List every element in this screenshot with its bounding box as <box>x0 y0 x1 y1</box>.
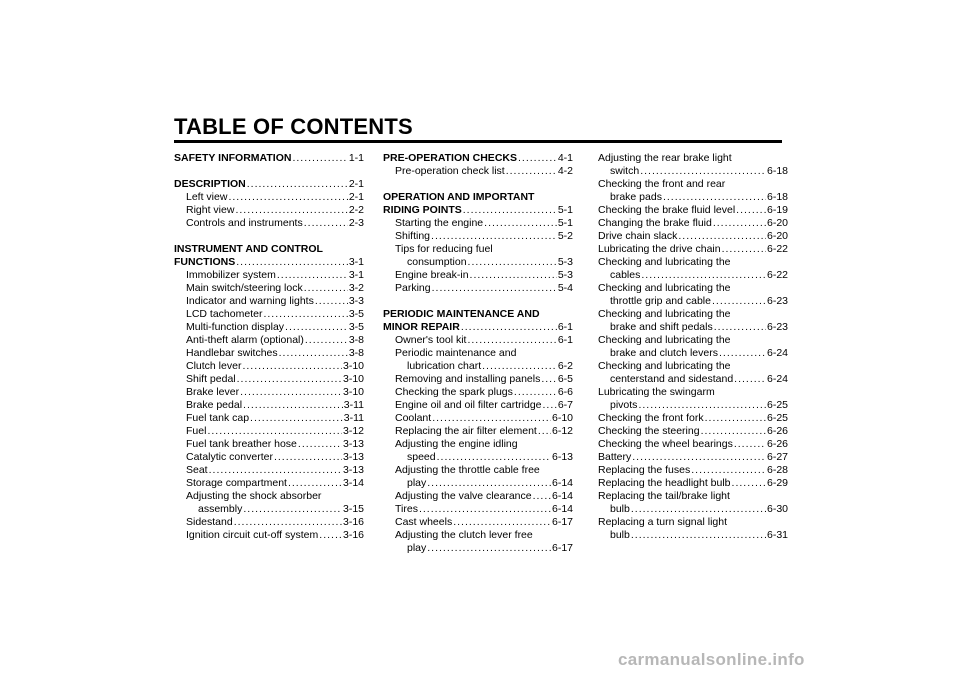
toc-entry-sidestand[interactable]: Sidestand ..... 3-16 <box>174 516 364 529</box>
toc-entry-stands-line: Checking and lubricating the <box>598 360 731 372</box>
toc-entry-indicator-lights[interactable]: Indicator and warning lights ..... 3-3 <box>174 295 364 308</box>
toc-entry-right-view[interactable]: Right view ..... 2-2 <box>174 204 364 217</box>
toc-entry-instrument-heading-line: INSTRUMENT AND CONTROL <box>174 243 323 255</box>
toc-entry-front-fork[interactable]: Checking the front fork ..... 6-25 <box>598 412 788 425</box>
toc-entry-throttle-grip[interactable]: throttle grip and cable ..... 6-23 <box>598 295 788 308</box>
toc-entry-riding-points[interactable]: RIDING POINTS ..... 5-1 <box>383 204 573 217</box>
toc-entry-catalytic-converter[interactable]: Catalytic converter ..... 3-13 <box>174 451 364 464</box>
toc-entry-swingarm-pivots[interactable]: pivots ..... 6-25 <box>598 399 788 412</box>
toc-entry-swingarm-line: Lubricating the swingarm <box>598 386 715 398</box>
toc-entry-tips-fuel-consumption[interactable]: consumption ..... 5-3 <box>383 256 573 269</box>
toc-entry-main-switch[interactable]: Main switch/steering lock ..... 3-2 <box>174 282 364 295</box>
toc-entry-rear-brake-switch[interactable]: switch ..... 6-18 <box>598 165 788 178</box>
toc-column-2 <box>383 152 573 555</box>
toc-entry-owners-tool-kit[interactable]: Owner's tool kit ..... 6-1 <box>383 334 573 347</box>
toc-entry-instrument-and-control-functions[interactable]: FUNCTIONS ..... 3-1 <box>174 256 364 269</box>
toc-entry-brake-pads-line: Checking the front and rear <box>598 178 726 190</box>
toc-entry-seat[interactable]: Seat ..... 3-13 <box>174 464 364 477</box>
toc-entry-shock-absorber[interactable]: assembly ..... 3-15 <box>174 503 364 516</box>
toc-entry-maintenance-chart-line: Periodic maintenance and <box>395 347 517 359</box>
title-rule <box>174 140 782 143</box>
toc-entry-handlebar-switches[interactable]: Handlebar switches ..... 3-8 <box>174 347 364 360</box>
toc-entry-cast-wheels[interactable]: Cast wheels ..... 6-17 <box>383 516 573 529</box>
toc-entry-change-brake-fluid[interactable]: Changing the brake fluid ..... 6-20 <box>598 217 788 230</box>
toc-entry-safety-information[interactable]: SAFETY INFORMATION ..... 1-1 <box>174 152 364 165</box>
toc-entry-rear-brake-line: Adjusting the rear brake light <box>598 152 732 164</box>
toc-column-1 <box>174 152 364 542</box>
toc-entry-air-filter[interactable]: Replacing the air filter element ..... 6-12 <box>383 425 573 438</box>
toc-entry-throttle-free-play[interactable]: play ..... 6-14 <box>383 477 573 490</box>
toc-entry-spark-plugs[interactable]: Checking the spark plugs ..... 6-6 <box>383 386 573 399</box>
toc-entry-lubrication-chart[interactable]: lubrication chart ..... 6-2 <box>383 360 573 373</box>
toc-entry-description[interactable]: DESCRIPTION ..... 2-1 <box>174 178 364 191</box>
toc-entry-tail-light-line: Replacing the tail/brake light <box>598 490 730 502</box>
toc-entry-valve-clearance[interactable]: Adjusting the valve clearance ..... 6-14 <box>383 490 573 503</box>
toc-entry-clutch-lever[interactable]: Clutch lever ..... 3-10 <box>174 360 364 373</box>
toc-entry-fuses[interactable]: Replacing the fuses ..... 6-28 <box>598 464 788 477</box>
toc-entry-pedals-line: Checking and lubricating the <box>598 308 731 320</box>
toc-entry-storage-compartment[interactable]: Storage compartment ..... 3-14 <box>174 477 364 490</box>
toc-entry-drive-chain-slack[interactable]: Drive chain slack ..... 6-20 <box>598 230 788 243</box>
toc-entry-clutch-free-play[interactable]: play ..... 6-17 <box>383 542 573 555</box>
toc-entry-minor-repair[interactable]: MINOR REPAIR ..... 6-1 <box>383 321 573 334</box>
toc-entry-left-view[interactable]: Left view ..... 2-1 <box>174 191 364 204</box>
toc-entry-periodic-heading-line: PERIODIC MAINTENANCE AND <box>383 308 540 320</box>
toc-entry-centerstand-sidestand[interactable]: centerstand and sidestand ..... 6-24 <box>598 373 788 386</box>
toc-entry-lcd-tachometer[interactable]: LCD tachometer ..... 3-5 <box>174 308 364 321</box>
toc-entry-shift-pedal[interactable]: Shift pedal ..... 3-10 <box>174 373 364 386</box>
toc-entry-clutch-play-line: Adjusting the clutch lever free <box>395 529 533 541</box>
toc-entry-levers-line: Checking and lubricating the <box>598 334 731 346</box>
toc-entry-throttle-line: Adjusting the throttle cable free <box>395 464 540 476</box>
toc-entry-fuel[interactable]: Fuel ..... 3-12 <box>174 425 364 438</box>
toc-entry-lubricate-drive-chain[interactable]: Lubricating the drive chain ..... 6-22 <box>598 243 788 256</box>
toc-entry-idling-speed[interactable]: speed ..... 6-13 <box>383 451 573 464</box>
toc-entry-pre-operation-checks[interactable]: PRE-OPERATION CHECKS ..... 4-1 <box>383 152 573 165</box>
toc-entry-cables[interactable]: cables ..... 6-22 <box>598 269 788 282</box>
toc-entry-fuel-tank-breather-hose[interactable]: Fuel tank breather hose ..... 3-13 <box>174 438 364 451</box>
toc-entry-pre-operation-check-list[interactable]: Pre-operation check list ..... 4-2 <box>383 165 573 178</box>
toc-entry-cables-line: Checking and lubricating the <box>598 256 731 268</box>
watermark: carmanualsonline.info <box>618 650 805 669</box>
toc-column-3 <box>598 152 788 542</box>
toc-entry-engine-oil[interactable]: Engine oil and oil filter cartridge ..... 6-7 <box>383 399 573 412</box>
toc-entry-shock-absorber-line: Adjusting the shock absorber <box>186 490 322 502</box>
toc-entry-operation-heading-line: OPERATION AND IMPORTANT <box>383 191 535 203</box>
toc-entry-controls-and-instruments[interactable]: Controls and instruments ..... 2-3 <box>174 217 364 230</box>
toc-entry-immobilizer[interactable]: Immobilizer system ..... 3-1 <box>174 269 364 282</box>
toc-entry-shifting[interactable]: Shifting ..... 5-2 <box>383 230 573 243</box>
toc-entry-brake-clutch-levers[interactable]: brake and clutch levers ..... 6-24 <box>598 347 788 360</box>
toc-entry-coolant[interactable]: Coolant ..... 6-10 <box>383 412 573 425</box>
toc-entry-steering[interactable]: Checking the steering ..... 6-26 <box>598 425 788 438</box>
toc-entry-tail-light-bulb[interactable]: bulb ..... 6-30 <box>598 503 788 516</box>
toc-entry-brake-pads[interactable]: brake pads ..... 6-18 <box>598 191 788 204</box>
toc-entry-starting-engine[interactable]: Starting the engine ..... 5-1 <box>383 217 573 230</box>
toc-entry-idling-line: Adjusting the engine idling <box>395 438 518 450</box>
toc-entry-tips-line: Tips for reducing fuel <box>395 243 493 255</box>
toc-entry-parking[interactable]: Parking ..... 5-4 <box>383 282 573 295</box>
toc-entry-battery[interactable]: Battery ..... 6-27 <box>598 451 788 464</box>
toc-entry-wheel-bearings[interactable]: Checking the wheel bearings ..... 6-26 <box>598 438 788 451</box>
toc-entry-headlight-bulb[interactable]: Replacing the headlight bulb ..... 6-29 <box>598 477 788 490</box>
toc-entry-ignition-cut-off[interactable]: Ignition circuit cut-off system ..... 3-16 <box>174 529 364 542</box>
toc-entry-brake-lever[interactable]: Brake lever ..... 3-10 <box>174 386 364 399</box>
toc-entry-brake-pedal[interactable]: Brake pedal ..... 3-11 <box>174 399 364 412</box>
toc-entry-turn-signal-line: Replacing a turn signal light <box>598 516 727 528</box>
toc-entry-turn-signal-bulb[interactable]: bulb ..... 6-31 <box>598 529 788 542</box>
toc-entry-brake-shift-pedals[interactable]: brake and shift pedals ..... 6-23 <box>598 321 788 334</box>
toc-entry-multi-function-display[interactable]: Multi-function display ..... 3-5 <box>174 321 364 334</box>
toc-entry-engine-break-in[interactable]: Engine break-in ..... 5-3 <box>383 269 573 282</box>
page-title: TABLE OF CONTENTS <box>174 114 413 139</box>
toc-entry-fuel-tank-cap[interactable]: Fuel tank cap ..... 3-11 <box>174 412 364 425</box>
toc-entry-anti-theft-alarm[interactable]: Anti-theft alarm (optional) ..... 3-8 <box>174 334 364 347</box>
toc-entry-panels[interactable]: Removing and installing panels ..... 6-5 <box>383 373 573 386</box>
toc-entry-brake-fluid-level[interactable]: Checking the brake fluid level ..... 6-19 <box>598 204 788 217</box>
toc-entry-tires[interactable]: Tires ..... 6-14 <box>383 503 573 516</box>
toc-entry-throttle-grip-line: Checking and lubricating the <box>598 282 731 294</box>
